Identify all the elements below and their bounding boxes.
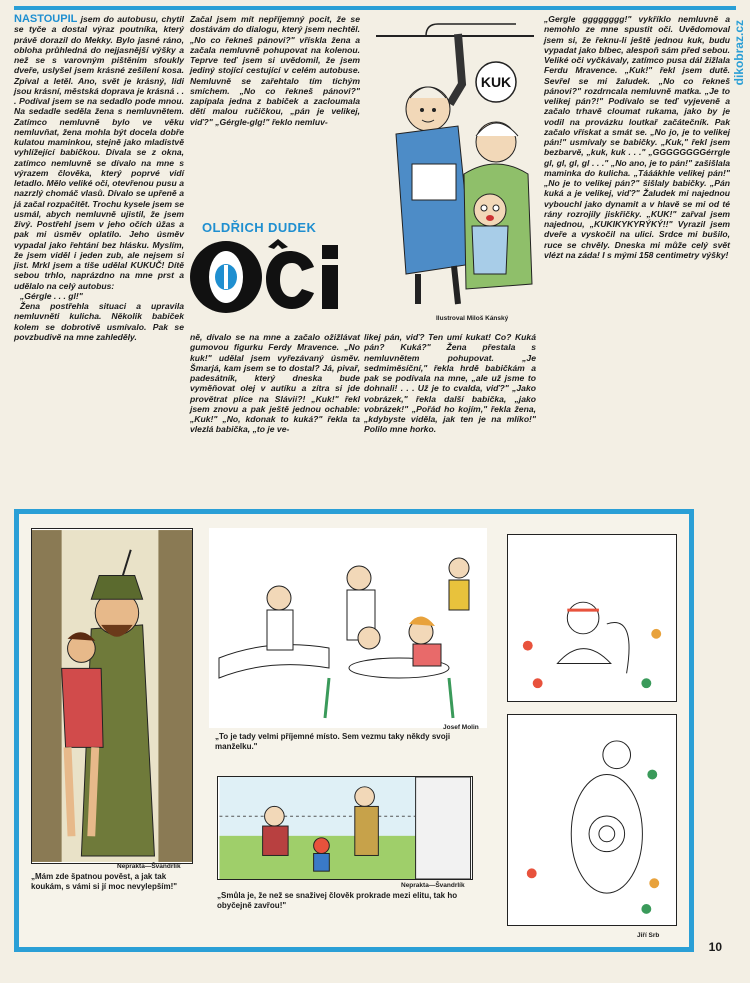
article-column-1 (14, 14, 184, 500)
eye-o-icon (190, 241, 262, 313)
illustrator-credit: Ilustroval Miloš Kánský (436, 315, 509, 322)
article-column-2-bottom (190, 332, 360, 500)
cartoon-3-caption: „Smůla je, že než se snaživej člověk prokrade mezi elitu, tak ho obyčejně zavřou!" (217, 891, 458, 910)
column-1-text: jsem do autobusu, chytil se tyče a dostal výraz poutníka, který právě dorazil do Mekky. Bylo jasné ráno, obloha průhledná do nejjasnější výšky a než se s varovným pištěním sfoukly dveře, uslyšel jsem krásné zešílení kosa. Zpíval a letěl. Ano, svět je krásný, lidi jsou krásní, městská doprava je krásná . . . Podíval jsem se na sedadlo pode mnou. Na sedadle seděla žena s nemluvnětem. Zatímco nemluvně bylo ve věku nemluvňat, žena mohla být docela dobře kulatou maminkou, stejně jako mladistvě vyhlížející babičkou. Dívala se z okna, zatímco nemluvně se dívalo na mne s výrazem člověka, který poprvé vidí letadlo. Mělo veliké oči, otevřenou pusu a nazrzlý chomáč vlasů. Dívalo se upřeně a já začal rozpačitět. Trochu kysele jsem se usmál, abych nemluvně ujistil, že jsem živý. Postřehl jsem v jeho očích úžas a pak mi úsměv oplatilo. Jeho úsměv vypadal jako řehtání bez hlásku. Myslím, že jsem viděl i jeden zub, ale nejsem si jist. Mrkl jsem a tiše udělal KUKUČ! Dítě sebou trhlo, naprázdno na mne prst a udělalo na celý autobus: (14, 14, 184, 291)
author-name: OLDŘICH DUDEK (202, 220, 317, 235)
column-3-bottom-text: likej pán, viď? Ten umí kukat! Co? Kuká pán? Kuká?" Žena přestala s nemluvnětem pohupovat. „Je sedmiměsíční," řekla hrdě babičkám a pak se podívala na mne, „ale už jsme to dohnali! . . . Už je to cvalda, viď?" „Jako vobrázek," řekla další babička, „jako vobrázek!" „Pořád ho kojím," řekla žena, „kdybyste viděla, jak ten je na mlíko!" Polilo mne horko. (364, 332, 536, 435)
column-4-text: „Gergle gggggggg!" vykříklo nemluvně a nemohlo ze mne spustit oči. Uvědomoval jsem si, že řeknu-li ještě jednou kuk, budu vypadat jako blbec, alespoň sám před sebou. Veliké oči vyčkávaly, zatímco pusa dál žižlala Ferdu Mravence. „Kuk!" řekl jsem dutě. Sevřel se mi žaludek. „No co řekneš pánovi?" rozdrncala nemluvně matka. „Je to velikej pán?!" Podívalo se teď vyjeveně a začalo trhavě cloumat rukama, jako by je vodil na provázku loutkař začátečník. Pak začalo vřískat a smát se. „No jo, je to velikej pán!" usmívaly se babičky. „Kuk," řekl jsem bezbarvě, „kuk, kuk . . ." „GGGGGGGGérrgle gl, gl, gl, gl . . ." „No ano, je to pán!" zašišlala maminka do kulicha. „Tááákhle velikej pán!" „No je to velikej pán?" šišlaly babičky. „Pán kuká a je velikej, viď?" Žaludek mi najednou vybouchl jako dynamit a v hlavě se mi od té rány rozrojily jiskřičky. „KUK!" zařval jsem najednou, „KUKIKYKYRÝKÝ!!" Vyrazil jsem dveře a vyskočil na ulici. Srdce mi bušilo, ruce se chvěly. Dneska mi může celý svět vlézt na záda! I s mými 158 centimetry výšky! (544, 14, 730, 260)
cartoon-4-top (507, 534, 677, 702)
column-1-end: Žena postřehla situaci a upravila nemluvněti kulicha. Několik babiček kolem se dobrotivě usmívalo. Pak se povzbudivě na mne zahleděly. (14, 301, 184, 342)
article-column-3-bottom (364, 332, 536, 500)
cartoon-1-forest (31, 528, 193, 864)
kuk-bubble-text: KUK (480, 74, 512, 90)
cartoon-1-caption: „Mám zde špatnou pověst, a jak tak koukám, s vámi si jí moc nevylepším!" (31, 872, 178, 891)
article-column-4 (544, 14, 730, 500)
column-2-top-text: Začal jsem mít nepříjemný pocit, že se dostávám do dialogu, který jsem nechtěl. „No co řekneš pánovi?" vřískla žena a začala nemluvně pohupovat na kolenou. Teprve teď jsem si uvědomil, že jsem jediný stojící cestující v celém autobuse. Nemluvně se zařehtalo tím tichým smíchem. „No co řekneš pánovi?" zapípala jedna z babiček a zacloumala dětí malou ručičkou, „pán je velikej, viď?" „Gérgle-glg!" řeklo nemluv- (190, 14, 360, 127)
cartoon-2-caption: „To je tady velmi příjemné místo. Sem vezmu taky někdy svoji manželku." (215, 732, 451, 751)
column-2-bottom-text: ně, dívalo se na mne a začalo ožižlávat gumovou figurku Ferdy Mravence. „No kuk!" udělal jsem vyřezávaný úsměv. Šmarjá, kam jsem se to dostal? Já, pivař, padesátník, který dneska bude vyměňovat olej v autíku a zítra si jde provětrat plíce na Slávii?! „Kuk!" řekl jsem znovu a pak ještě jednou ochable: „Kuk!" „No, kdonak to kuká?" řekla ta vlezlá babička, „to je ve- (190, 332, 360, 435)
cartoon-3-garden (217, 776, 473, 880)
side-credit[interactable]: dikobraz.cz (732, 20, 746, 86)
column-1-quote: „Gérgle . . . gl!" (20, 290, 83, 301)
bus-illustration (366, 14, 538, 314)
cartoon-1-credit: Neprakta—Švandrlík (117, 863, 181, 870)
cartoon-3-credit: Neprakta—Švandrlík (401, 882, 465, 889)
article-column-2-top (190, 14, 360, 190)
title-oci (186, 235, 360, 315)
cartoon-2-credit: Josef Molin (443, 724, 479, 731)
lead-word: NASTOUPIL (14, 13, 78, 25)
letter-c-hacek (266, 239, 314, 309)
top-rule (14, 6, 736, 10)
cartoon-4-credit: Jiří Srb (637, 932, 660, 939)
cartoon-4-bottom (507, 714, 677, 926)
letter-i (322, 245, 338, 309)
cartoon-2-bar (209, 528, 487, 728)
cartoon-section (14, 509, 694, 952)
page-number: 10 (708, 940, 722, 954)
